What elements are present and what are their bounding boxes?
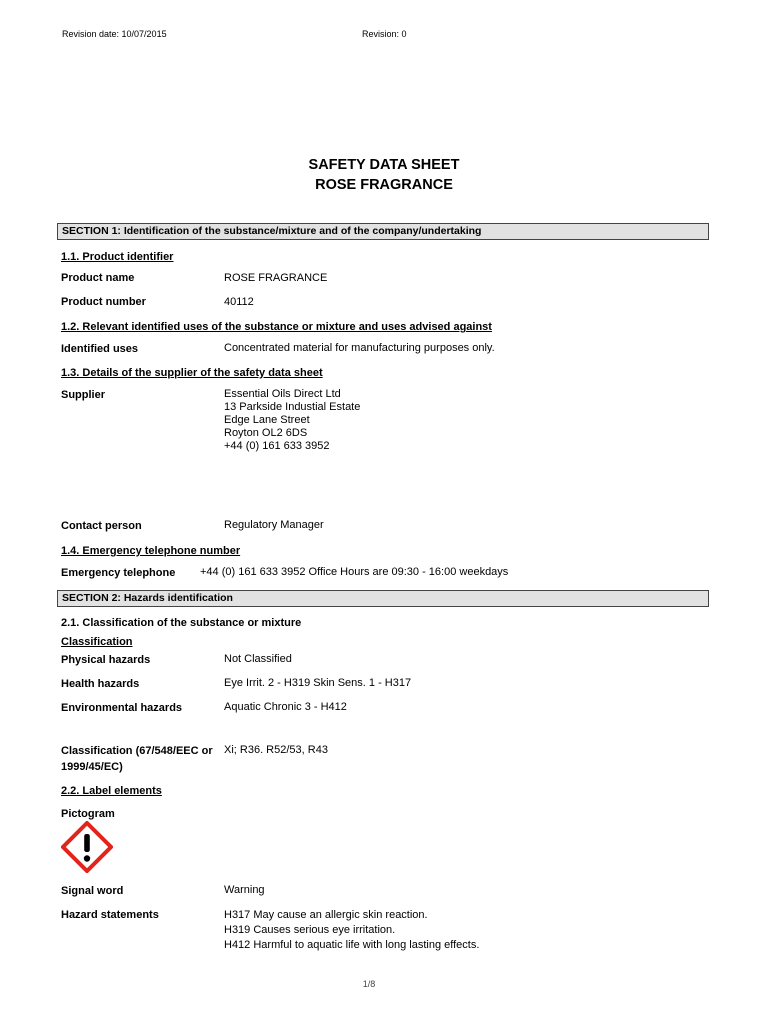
revision-date: Revision date: 10/07/2015 xyxy=(62,29,167,39)
identified-uses-label: Identified uses xyxy=(61,343,139,355)
supplier-line: Royton OL2 6DS xyxy=(224,427,308,439)
pictogram-label: Pictogram xyxy=(61,808,115,820)
supplier-line: 13 Parkside Industial Estate xyxy=(224,401,361,413)
hazard-statements-label: Hazard statements xyxy=(61,909,159,921)
product-name-value: ROSE FRAGRANCE xyxy=(224,272,328,284)
section-2-heading: SECTION 2: Hazards identification xyxy=(57,590,709,607)
subsection-1-2: 1.2. Relevant identified uses of the substance or mixture and uses advised against xyxy=(61,321,492,333)
hazard-statements-list xyxy=(224,908,479,953)
classification-67-548-label-line: Classification (67/548/EEC or xyxy=(61,745,213,757)
product-number-value: 40112 xyxy=(224,296,254,308)
page-number: 1/8 xyxy=(362,979,376,989)
subsection-1-1: 1.1. Product identifier xyxy=(61,251,174,263)
subsection-2-1: 2.1. Classification of the substance or mixture xyxy=(61,617,302,629)
supplier-address xyxy=(224,388,360,453)
emergency-telephone-label: Emergency telephone xyxy=(61,567,176,579)
subsection-1-3: 1.3. Details of the supplier of the safety data sheet xyxy=(61,367,323,379)
product-name-label: Product name xyxy=(61,272,135,284)
environmental-hazards-label: Environmental hazards xyxy=(61,702,183,714)
product-title: ROSE FRAGRANCE xyxy=(315,177,453,193)
contact-person-label: Contact person xyxy=(61,520,142,532)
subsection-1-4: 1.4. Emergency telephone number xyxy=(61,545,241,557)
classification-heading: Classification xyxy=(61,636,133,648)
subsection-2-2: 2.2. Label elements xyxy=(61,785,162,797)
hazard-statement: H317 May cause an allergic skin reaction. xyxy=(224,909,428,921)
signal-word-value: Warning xyxy=(224,884,265,896)
document-title: SAFETY DATA SHEET xyxy=(308,157,460,173)
signal-word-label: Signal word xyxy=(61,885,124,897)
physical-hazards-value: Not Classified xyxy=(224,653,292,665)
classification-67-548-label-line: 1999/45/EC) xyxy=(61,761,123,773)
supplier-line: Edge Lane Street xyxy=(224,414,310,426)
classification-67-548-label xyxy=(61,743,221,775)
environmental-hazards-value: Aquatic Chronic 3 - H412 xyxy=(224,701,347,713)
physical-hazards-label: Physical hazards xyxy=(61,654,151,666)
supplier-phone: +44 (0) 161 633 3952 xyxy=(224,440,330,452)
health-hazards-value: Eye Irrit. 2 - H319 Skin Sens. 1 - H317 xyxy=(224,677,412,689)
hazard-statement: H412 Harmful to aquatic life with long lasting effects. xyxy=(224,939,480,951)
identified-uses-value: Concentrated material for manufacturing purposes only. xyxy=(224,342,495,354)
section-1-heading: SECTION 1: Identification of the substance/mixture and of the company/undertaking xyxy=(57,223,709,240)
revision-number: Revision: 0 xyxy=(362,29,407,39)
emergency-telephone-value: +44 (0) 161 633 3952 Office Hours are 09:30 - 16:00 weekdays xyxy=(200,566,509,578)
hazard-statement: H319 Causes serious eye irritation. xyxy=(224,924,396,936)
health-hazards-label: Health hazards xyxy=(61,678,140,690)
supplier-label: Supplier xyxy=(61,389,106,401)
classification-67-548-value: Xi; R36. R52/53, R43 xyxy=(224,744,328,756)
contact-person-value: Regulatory Manager xyxy=(224,519,324,531)
product-number-label: Product number xyxy=(61,296,146,308)
supplier-line: Essential Oils Direct Ltd xyxy=(224,388,341,400)
exclamation-mark-hazard-icon xyxy=(61,821,113,873)
